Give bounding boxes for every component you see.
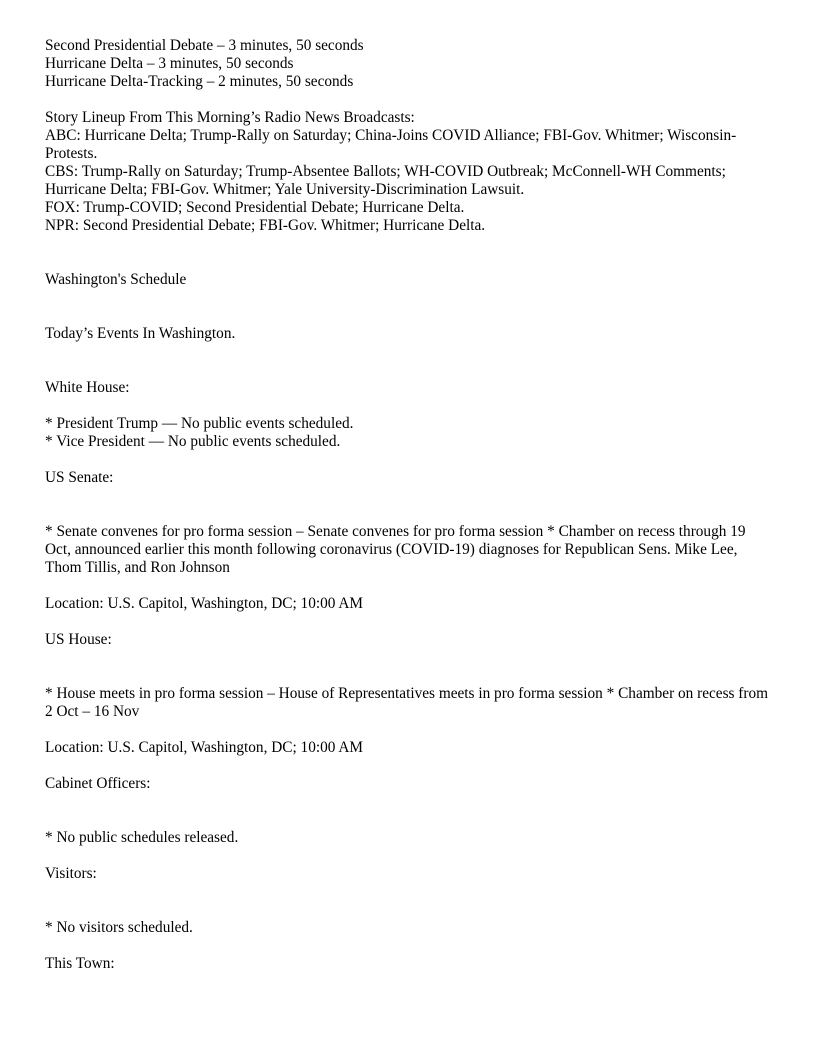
this-town-section: [45, 955, 775, 973]
segment-item: Hurricane Delta – 3 minutes, 50 seconds: [45, 55, 294, 72]
events-heading: Today’s Events In Washington.: [45, 325, 236, 342]
house-location: Location: U.S. Capitol, Washington, DC; 10:00 AM: [45, 739, 364, 756]
white-house-heading: White House:: [45, 379, 130, 396]
visitors-detail: * No visitors scheduled.: [45, 919, 193, 936]
lineup-npr: NPR: Second Presidential Debate; FBI-Gov. Whitmer; Hurricane Delta.: [45, 217, 486, 234]
segment-list: [45, 37, 775, 91]
cabinet-heading: Cabinet Officers:: [45, 775, 151, 792]
senate-heading: US Senate:: [45, 469, 114, 486]
lineup-cbs: CBS: Trump-Rally on Saturday; Trump-Absentee Ballots; WH-COVID Outbreak; McConnell-WH Comments; Hurricane Delta; FBI-Gov. Whitmer; Yale University-Discrimination Lawsuit.: [45, 163, 726, 198]
white-house-item: * Vice President — No public events scheduled.: [45, 433, 341, 450]
cabinet-section: [45, 775, 775, 847]
cabinet-detail: * No public schedules released.: [45, 829, 239, 846]
senate-detail: * Senate convenes for pro forma session – Senate convenes for pro forma session * Chamber on recess through 19 Oct, announced earlier this month following coronavirus (COVID-19) diagnoses for Republican Sens. Mike Lee, Thom Tillis, and Ron Johnson: [45, 523, 746, 576]
white-house-item: * President Trump — No public events scheduled.: [45, 415, 354, 432]
schedule-title: Washington's Schedule: [45, 271, 187, 288]
house-section: [45, 631, 775, 757]
house-detail: * House meets in pro forma session – House of Representatives meets in pro forma session * Chamber on recess from 2 Oct – 16 Nov: [45, 685, 769, 720]
document-page: [45, 37, 775, 973]
this-town-heading: This Town:: [45, 955, 115, 972]
senate-location: Location: U.S. Capitol, Washington, DC; 10:00 AM: [45, 595, 364, 612]
segment-item: Second Presidential Debate – 3 minutes, 50 seconds: [45, 37, 364, 54]
lineup-abc: ABC: Hurricane Delta; Trump-Rally on Saturday; China-Joins COVID Alliance; FBI-Gov. Whitmer; Wisconsin-Protests.: [45, 127, 737, 162]
house-heading: US House:: [45, 631, 112, 648]
white-house-section: [45, 379, 775, 451]
segment-item: Hurricane Delta-Tracking – 2 minutes, 50 seconds: [45, 73, 354, 90]
radio-lineup: [45, 109, 775, 235]
senate-section: [45, 469, 775, 613]
visitors-section: [45, 865, 775, 937]
lineup-fox: FOX: Trump-COVID; Second Presidential Debate; Hurricane Delta.: [45, 199, 465, 216]
lineup-heading: Story Lineup From This Morning’s Radio News Broadcasts:: [45, 109, 415, 126]
visitors-heading: Visitors:: [45, 865, 97, 882]
